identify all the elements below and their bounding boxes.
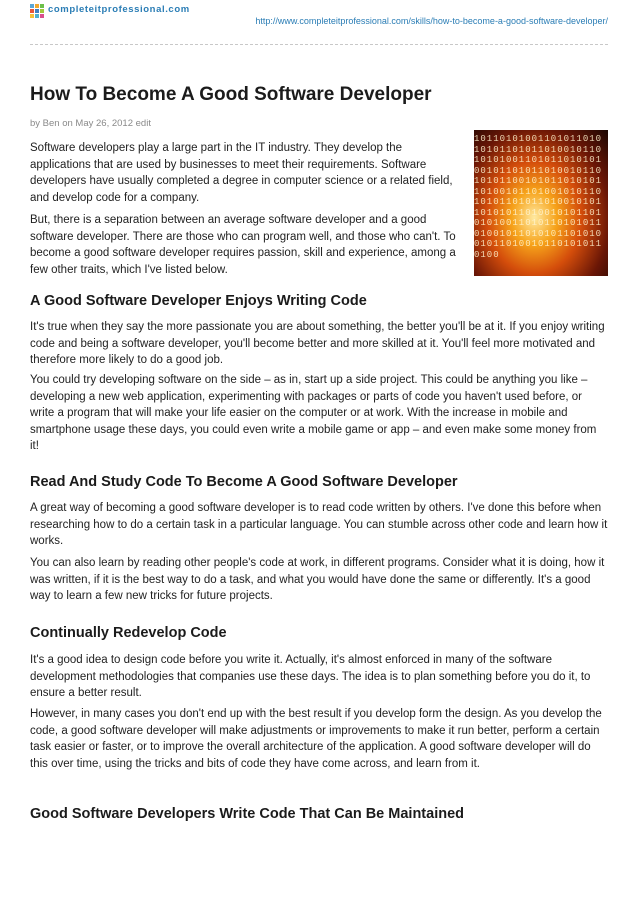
binary-digits-decoration: 10110101001101011010101011010110100101101010100110101101010100101101011010010110101011001010110101011010010110100101011010101101011010010101101010110100101011010101001101011010101101001011010101101010010110100101101010110100 [474, 134, 603, 260]
binary-code-fire-image [474, 130, 608, 276]
header-divider [30, 44, 608, 45]
article-title: How To Become A Good Software Developer [30, 84, 432, 105]
article-byline [30, 118, 151, 129]
section-heading-enjoys-code: A Good Software Developer Enjoys Writing Code [30, 293, 367, 309]
intro-paragraph-1: Software developers play a large part in the IT industry. They develop the applications that are used by businesses to meet their requirements. Software developers have usually completed a degree in computer science or a related field, and develop code for a company. [30, 142, 453, 204]
byline-text: by Ben on May 26, 2012 [30, 118, 133, 129]
section-heading-redevelop-code: Continually Redevelop Code [30, 625, 227, 641]
section-1-paragraph-2: You could try developing software on the side – as in, start up a side project. This could be anything you like – developing a new web application, experimenting with packages or parts of code you haven't used before, or write a program that will make your life easier on the computer or at work. With the increase in mobile and smartphone usage these days, you could even write a mobile game or app – and even make some money from it! [30, 374, 597, 452]
site-logo-icon [30, 4, 43, 17]
edit-link[interactable]: edit [135, 118, 151, 129]
site-header [30, 4, 608, 56]
section-1-paragraph-1: It's true when they say the more passionate you are about something, the better you'll be at it. If you enjoy writing code and being a software developer, you'll become better and more skilled at it. You'll feel more motivated and therefore more likely to do a good job. [30, 321, 605, 366]
section-2-paragraph-1: A great way of becoming a good software developer is to read code written by others. I've done this before when researching how to do a certain task in a particular language. You can stumble across other code and learn how it works. [30, 502, 608, 547]
section-heading-read-study-code: Read And Study Code To Become A Good Software Developer [30, 474, 458, 490]
section-3-paragraph-2: However, in many cases you don't end up with the best result if you develop form the design. As you develop the code, a good software developer will make adjustments or improvements to make it run better, perform a certain task easier or faster, or to improve the overall architecture of the application. A good software developer will do this over time, using the tricks and bits of code they have come across, and learn from it. [30, 708, 602, 770]
section-2-paragraph-2: You can also learn by reading other people's code at work, in different programs. Consider what it is doing, how it was written, if it is the best way to do a task, and what you would have done the same or differently. It's a good way to learn a few new tricks for future projects. [30, 557, 605, 602]
section-heading-maintainable-code: Good Software Developers Write Code That Can Be Maintained [30, 806, 464, 822]
article-url-link[interactable]: http://www.completeitprofessional.com/skills/how-to-become-a-good-software-developer/ [255, 16, 608, 26]
site-name-link[interactable]: completeitprofessional.com [48, 4, 190, 15]
section-3-paragraph-1: It's a good idea to design code before you write it. Actually, it's almost enforced in many of the software development methodologies that companies use these days. The idea is to plan something before you do it, to ensure a better result. [30, 654, 591, 699]
intro-paragraph-2: But, there is a separation between an average software developer and a good software developer. There are those who can program well, and those who can't. To become a good software developer requires passion, skill and experience, among a few other traits, which I've listed below. [30, 214, 456, 276]
